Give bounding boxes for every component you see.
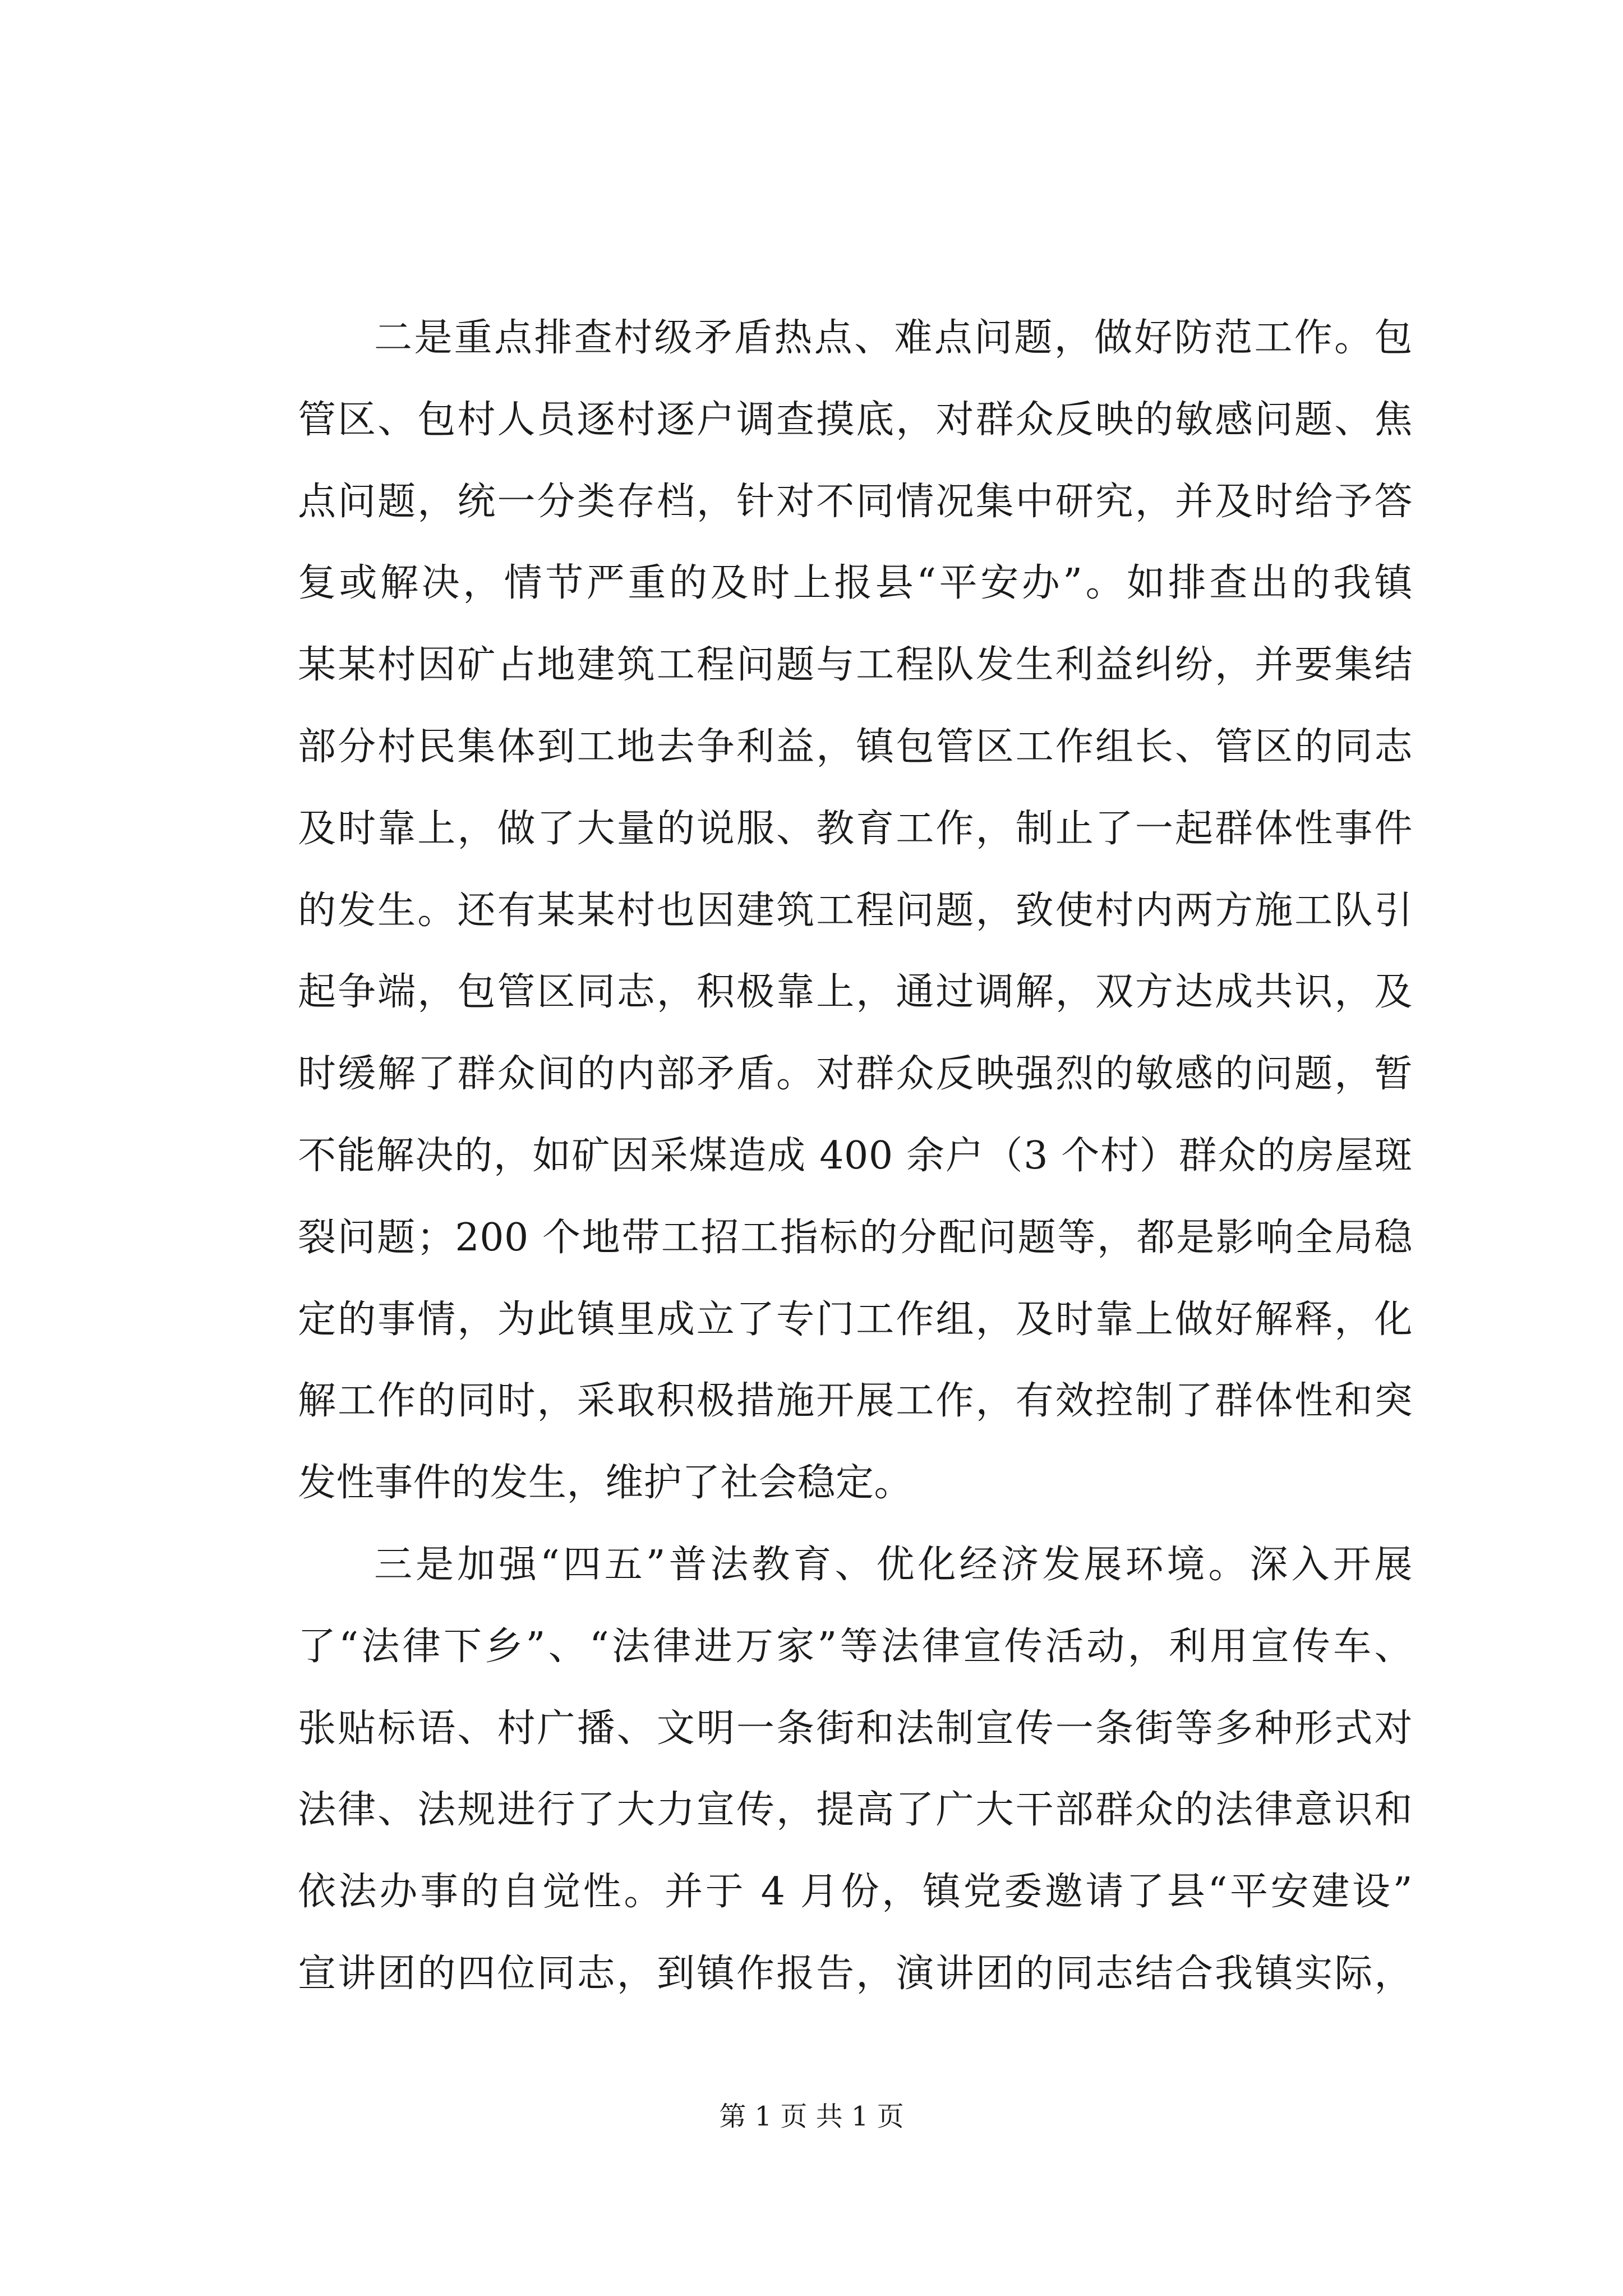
- document-body: [222, 297, 1413, 2015]
- text-line: 复或解决，情节严重的及时上报县“平安办”。如排查出的我镇: [298, 561, 1413, 606]
- text-line: 及时靠上，做了大量的说服、教育工作，制止了一起群体性事件: [298, 806, 1413, 851]
- text-line: 解工作的同时，采取积极措施开展工作，有效控制了群体性和突: [298, 1379, 1413, 1424]
- text-line: 张贴标语、村广播、文明一条街和法制宣传一条街等多种形式对: [298, 1706, 1413, 1751]
- paragraph-1: [222, 297, 1413, 1524]
- text-line: 裂问题；200 个地带工招工指标的分配问题等，都是影响全局稳: [298, 1215, 1413, 1260]
- text-line: 宣讲团的四位同志，到镇作报告，演讲团的同志结合我镇实际，: [298, 1951, 1413, 1996]
- text-line: 了“法律下乡”、“法律进万家”等法律宣传活动，利用宣传车、: [298, 1624, 1413, 1669]
- text-line: 三是加强“四五”普法教育、优化经济发展环境。深入开展: [374, 1542, 1413, 1587]
- text-line: 某某村因矿占地建筑工程问题与工程队发生利益纠纷，并要集结: [298, 643, 1413, 688]
- paragraph-2: [222, 1524, 1413, 2015]
- text-line: 的发生。还有某某村也因建筑工程问题，致使村内两方施工队引: [298, 888, 1413, 933]
- text-line: 法律、法规进行了大力宣传，提高了广大干部群众的法律意识和: [298, 1788, 1413, 1833]
- text-line: 不能解决的，如矿因采煤造成 400 余户（3 个村）群众的房屋斑: [298, 1133, 1413, 1178]
- text-line: 部分村民集体到工地去争利益，镇包管区工作组长、管区的同志: [298, 724, 1413, 769]
- text-line: 定的事情，为此镇里成立了专门工作组，及时靠上做好解释，化: [298, 1297, 1413, 1342]
- text-line: 依法办事的自觉性。并于 4 月份，镇党委邀请了县“平安建设”: [298, 1870, 1413, 1915]
- text-line: 起争端，包管区同志，积极靠上，通过调解，双方达成共识，及: [298, 970, 1413, 1015]
- text-line: 发性事件的发生，维护了社会稳定。: [298, 1461, 913, 1506]
- page-number-footer: 第 1 页 共 1 页: [719, 2101, 904, 2132]
- text-line: 时缓解了群众间的内部矛盾。对群众反映强烈的敏感的问题，暂: [298, 1052, 1413, 1097]
- text-line: 管区、包村人员逐村逐户调查摸底，对群众反映的敏感问题、焦: [298, 397, 1413, 442]
- text-line: 点问题，统一分类存档，针对不同情况集中研究，并及时给予答: [298, 479, 1413, 524]
- text-line: 二是重点排查村级矛盾热点、难点问题，做好防范工作。包: [374, 316, 1413, 360]
